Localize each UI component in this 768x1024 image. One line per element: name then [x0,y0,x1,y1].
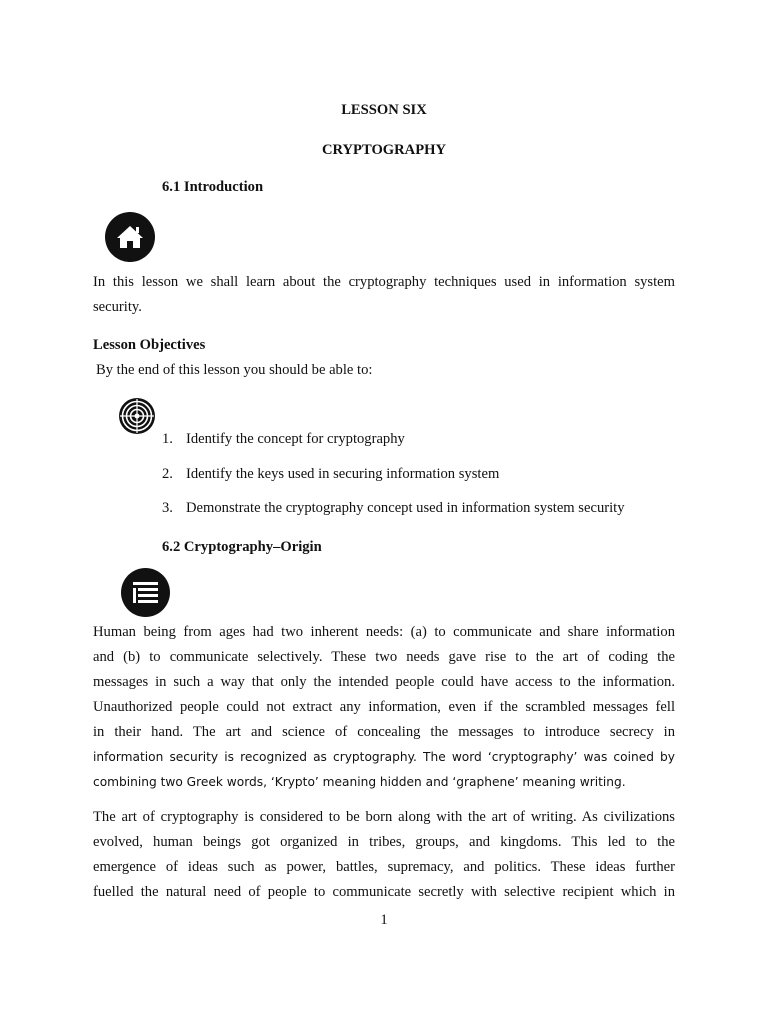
objective-number: 3. [162,500,173,516]
origin-line: The art of cryptography is considered to be born along with the art of writing. As civilizations [93,809,675,825]
topic-title: CRYPTOGRAPHY [321,142,447,158]
page-number: 1 [380,912,388,928]
intro-line: In this lesson we shall learn about the cryptography techniques used in information system [93,274,675,290]
objective-text: Identify the concept for cryptography [186,431,405,447]
origin-line: emergence of ideas such as power, battles, supremacy, and politics. These ideas further [93,859,675,875]
objective-number: 2. [162,466,173,482]
objective-text: Identify the keys used in securing information system [186,466,500,482]
home-icon [105,212,155,267]
origin-line: information security is recognized as cryptography. The word ‘cryptography’ was coined by [93,750,675,764]
objective-item [162,500,625,517]
origin-line: combining two Greek words, ‘Krypto’ meaning hidden and ‘graphene’ meaning writing. [93,775,626,789]
origin-line: Human being from ages had two inherent needs: (a) to communicate and share information [93,624,675,640]
section-intro-heading: 6.1 Introduction [162,179,264,195]
section-origin-heading: 6.2 Cryptography–Origin [162,539,322,555]
list-icon [121,568,170,622]
lesson-title: LESSON SIX [341,102,427,118]
origin-line: and (b) to communicate selectively. These two needs gave rise to the art of coding the [93,649,675,665]
origin-line: in their hand. The art and science of concealing the messages to introduce secrecy in [93,724,675,740]
origin-line: fuelled the natural need of people to communicate secretly with selective recipient which in [93,884,675,900]
origin-paragraph-1 [93,620,675,795]
target-icon [118,397,156,440]
objective-item [162,466,499,483]
objective-text: Demonstrate the cryptography concept used in information system security [186,500,625,516]
objective-number: 1. [162,431,173,447]
intro-line: security. [93,299,142,315]
origin-paragraph-2 [93,805,675,905]
objectives-lead: By the end of this lesson you should be able to: [96,362,373,378]
intro-paragraph [93,270,675,320]
origin-line: Unauthorized people could not extract any information, even if the scrambled messages fell [93,699,675,715]
origin-line: messages in such a way that only the intended people could have access to the information. [93,674,675,690]
objectives-heading: Lesson Objectives [93,337,206,353]
objective-item [162,431,405,448]
origin-line: evolved, human beings got organized in tribes, groups, and kingdoms. This led to the [93,834,675,850]
